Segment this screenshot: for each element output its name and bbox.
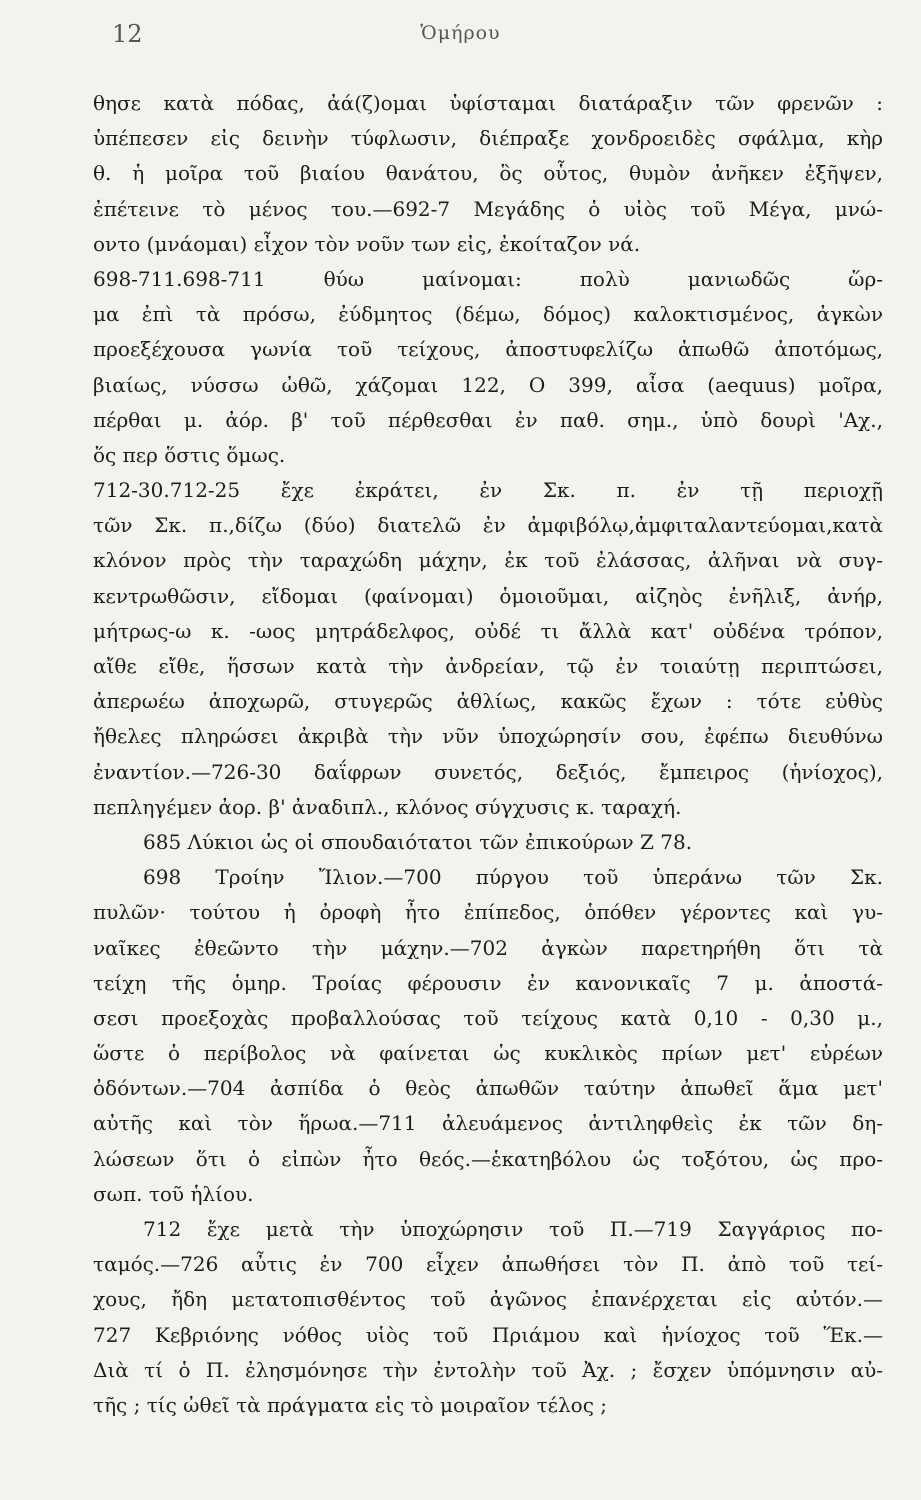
- commentary-text: [93, 86, 883, 1423]
- text-line: μα ἐπὶ τὰ πρόσω, ἐύδμητος (δέμω, δόμος) καλοκτισμένος, ἀγκὼν: [93, 302, 883, 327]
- text-line: τῶν Σκ. π.,δίζω (δύο) διατελῶ ἐν ἀμφιβόλῳ,ἀμφιταλαντεύομαι,κατὰ: [93, 513, 883, 538]
- note-line: τείχη τῆς ὁμηρ. Τροίας φέρουσιν ἐν κανονικαῖς 7 μ. ἀποστά-: [93, 970, 883, 995]
- page-header: [0, 18, 921, 58]
- text-line: κλόνον πρὸς τὴν ταραχώδη μάχην, ἐκ τοῦ ἐλάσσας, ἀλῆναι νὰ συγ-: [93, 548, 883, 573]
- note-line: 727 Κεβριόνης νόθος υἱὸς τοῦ Πριάμου καὶ ἡνίοχος τοῦ Ἕκ.—: [93, 1322, 883, 1347]
- note-line: σεσι προεξοχὰς προβαλλούσας τοῦ τείχους κατὰ 0,10 - 0,30 μ.,: [93, 1005, 883, 1030]
- text-line: ἐναντίον.—726-30 δαΐφρων συνετός, δεξιός, ἔμπειρος (ἡνίοχος),: [93, 759, 883, 784]
- section-heading-line: 698-711.698-711 θύω μαίνομαι: πολὺ μανιωδῶς ὥρ-: [93, 266, 883, 291]
- note-line: λώσεων ὅτι ὁ εἰπὼν ἦτο θεός.—ἑκατηβόλου ὡς τοξότου, ὡς προ-: [93, 1146, 883, 1171]
- note-line: ὥστε ὁ περίβολος νὰ φαίνεται ὡς κυκλικὸς πρίων μετ' εὐρέων: [93, 1041, 883, 1066]
- page-number: 12: [112, 20, 143, 48]
- text-line: μήτρως-ω κ. -ωος μητράδελφος, οὐδέ τι ἄλλὰ κατ' οὐδένα τρόπον,: [93, 618, 883, 643]
- note-line: αὐτῆς καὶ τὸν ἥρωα.—711 ἀλευάμενος ἀντιληφθεὶς ἐκ τῶν δη-: [93, 1111, 883, 1136]
- note-line: 712 ἔχε μετὰ τὴν ὑποχώρησιν τοῦ Π.—719 Σαγγάριος πο-: [143, 1217, 883, 1241]
- text-line: ἤθελες πληρώσει ἀκριβὰ τὴν νῦν ὑποχώρησίν σου, ἐφέπω διευθύνω: [93, 724, 883, 749]
- note-line: 698 Τροίην Ἴλιον.—700 πύργου τοῦ ὑπεράνω τῶν Σκ.: [143, 865, 883, 890]
- text-line: βιαίως, νύσσω ὠθῶ, χάζομαι 122, Ο 399, αἶσα (aequus) μοῖρα,: [93, 372, 883, 397]
- text-line: οντο (μνάομαι) εἶχον τὸν νοῦν των εἰς, ἐκοίταζον νά.: [93, 231, 641, 256]
- text-line: ὅς περ ὅστις ὅμως.: [93, 442, 286, 467]
- text-line: θησε κατὰ πόδας, ἀά(ζ)ομαι ὑφίσταμαι διατάραξιν τῶν φρενῶν :: [93, 91, 883, 115]
- question-line: Διὰ τί ὁ Π. ἐλησμόνησε τὴν ἐντολὴν τοῦ Ἀχ. ; ἔσχεν ὑπόμνησιν αὐ-: [93, 1357, 883, 1382]
- note-line: ὀδόντων.—704 ἀσπίδα ὁ θεὸς ἀπωθῶν ταύτην ἀπωθεῖ ἅμα μετ': [93, 1076, 883, 1101]
- text-line: αἴθε εἴθε, ἥσσων κατὰ τὴν ἀνδρείαν, τῷ ἐν τοιαύτῃ περιπτώσει,: [93, 654, 883, 678]
- note-line: ναῖκες ἐθεῶντο τὴν μάχην.—702 ἀγκὼν παρετηρήθη ὅτι τὰ: [93, 935, 883, 960]
- note-line: χους, ἤδη μετατοπισθέντος τοῦ ἀγῶνος ἐπανέρχεται εἰς αὐτόν.—: [93, 1287, 883, 1312]
- text-line: ἐπέτεινε τὸ μένος του.—692-7 Μεγάδης ὁ υἱὸς τοῦ Μέγα, μνώ-: [93, 196, 883, 221]
- text-line: κεντρωθῶσιν, εἴδομαι (φαίνομαι) ὁμοιοῦμαι, αἰζηὸς ἐνῆλιξ, ἀνήρ,: [93, 583, 883, 608]
- note-line: σωπ. τοῦ ἡλίου.: [93, 1181, 254, 1206]
- note-line: 685 Λύκιοι ὡς οἱ σπουδαιότατοι τῶν ἐπικούρων Ζ 78.: [143, 829, 693, 854]
- text-line: ὑπέπεσεν εἰς δεινὴν τύφλωσιν, διέπραξε χονδροειδὲς σφάλμα, κὴρ: [93, 126, 883, 151]
- text-line: πέρθαι μ. ἀόρ. β' τοῦ πέρθεσθαι ἐν παθ. σημ., ὑπὸ δουρὶ 'Αχ.,: [93, 407, 883, 432]
- text-line: ἀπερωέω ἀποχωρῶ, στυγερῶς ἀθλίως, κακῶς ἔχων : τότε εὐθὺς: [93, 689, 883, 714]
- note-line: πυλῶν· τούτου ἡ ὀροφὴ ἦτο ἐπίπεδος, ὁπόθεν γέροντες καὶ γυ-: [93, 900, 883, 925]
- text-line: πεπληγέμεν ἀορ. β' ἀναδιπλ., κλόνος σύγχυσις κ. ταραχή.: [93, 794, 682, 819]
- running-title: Ὁμήρου: [420, 22, 501, 44]
- text-line: προεξέχουσα γωνία τοῦ τείχους, ἀποστυφελίζω ἀπωθῶ ἀποτόμως,: [93, 337, 883, 362]
- question-line: τῆς ; τίς ὠθεῖ τὰ πράγματα εἰς τὸ μοιραῖον τέλος ;: [93, 1392, 608, 1417]
- section-heading-line: 712-30.712-25 ἔχε ἐκράτει, ἐν Σκ. π. ἐν τῇ περιοχῇ: [93, 478, 883, 503]
- text-line: θ. ἡ μοῖρα τοῦ βιαίου θανάτου, ὃς οὗτος, θυμὸν ἀνῆκεν ἐξῆψεν,: [93, 161, 883, 186]
- note-line: ταμός.—726 αὖτις ἐν 700 εἶχεν ἀπωθήσει τὸν Π. ἀπὸ τοῦ τεί-: [93, 1252, 883, 1277]
